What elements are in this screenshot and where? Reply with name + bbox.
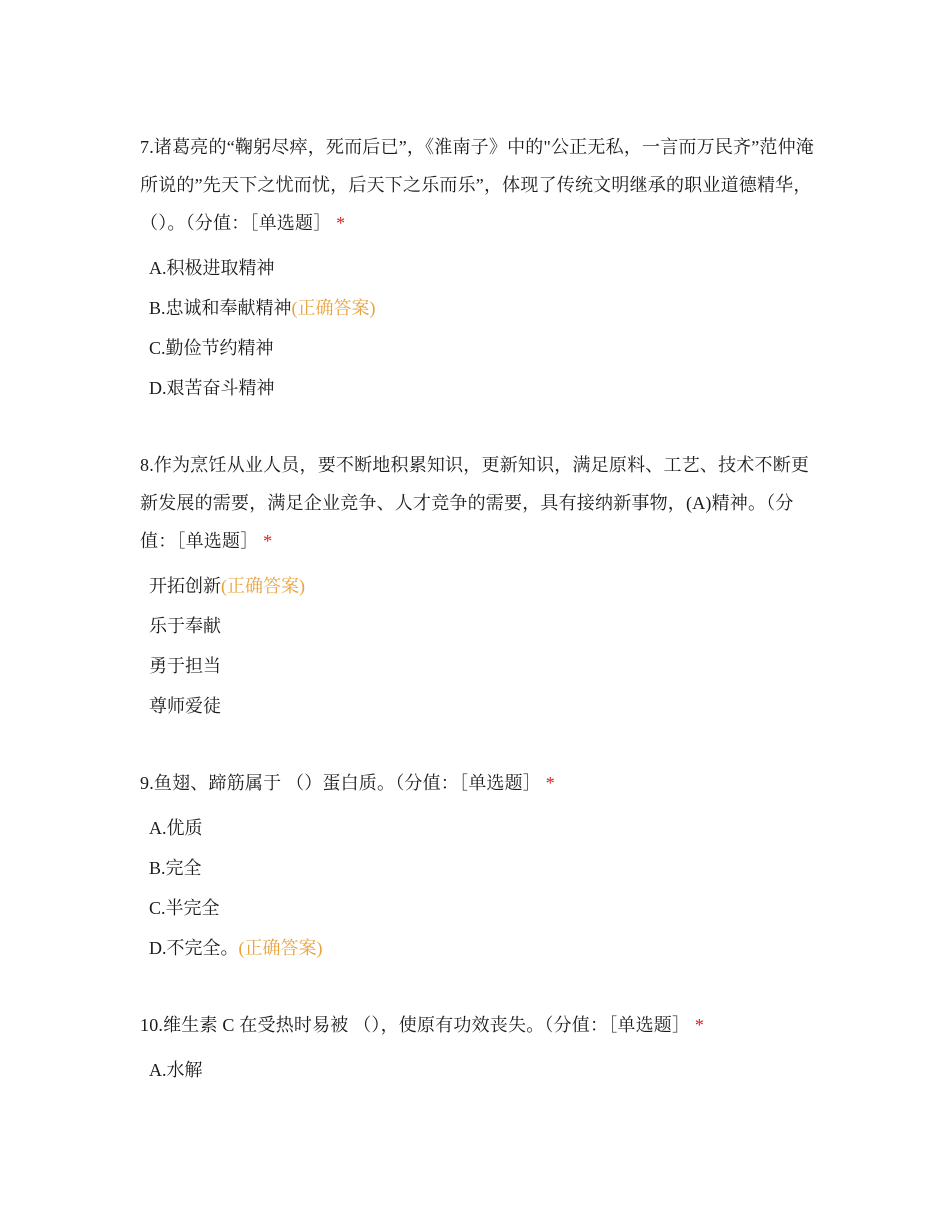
option-3[interactable]: 勇于担当 [149, 656, 221, 676]
option-c[interactable]: C.勤俭节约精神 [149, 338, 274, 358]
question-text: 8.作为烹饪从业人员，要不断地积累知识，更新知识，满足原料、工艺、技术不断更新发展的需要，满足企业竞争、人才竞争的需要，具有接纳新事物，(A)精神。（分值：［单选题］ * [140, 455, 810, 551]
correct-answer-tag: (正确答案) [238, 938, 323, 958]
question-8 [140, 446, 820, 726]
question-7 [140, 128, 820, 408]
option-list [140, 808, 820, 968]
option-a[interactable]: A.优质 [149, 818, 203, 838]
option-b[interactable]: B.完全 [149, 858, 202, 878]
required-marker: * [545, 773, 555, 793]
question-text: 9.鱼翅、蹄筋属于 （）蛋白质。（分值：［单选题］ * [140, 773, 555, 793]
correct-answer-tag: (正确答案) [291, 298, 376, 318]
option-list [140, 566, 820, 726]
option-list [140, 248, 820, 408]
option-list [140, 1050, 820, 1090]
option-1[interactable]: 开拓创新(正确答案) [149, 576, 305, 596]
option-2[interactable]: 乐于奉献 [149, 616, 221, 636]
required-marker: * [336, 213, 346, 233]
correct-answer-tag: (正确答案) [221, 576, 305, 596]
option-a[interactable]: A.积极进取精神 [149, 258, 275, 278]
required-marker: * [263, 531, 273, 551]
option-d[interactable]: D.不完全。(正确答案) [149, 938, 323, 958]
question-text: 7.诸葛亮的“鞠躬尽瘁，死而后已”，《淮南子》中的"公正无私，一言而万民齐”范仲淹所说的”先天下之忧而忧，后天下之乐而乐”，体现了传统文明继承的职业道德精华，（）。（分值：［单选题］ * [140, 137, 815, 233]
required-marker: * [694, 1015, 705, 1035]
question-10 [140, 1006, 820, 1090]
option-b[interactable]: B.忠诚和奉献精神(正确答案) [149, 298, 376, 318]
option-4[interactable]: 尊师爱徒 [149, 696, 221, 716]
question-text: 10.维生素 C 在受热时易被 （），使原有功效丧失。（分值：［单选题］ * [140, 1015, 705, 1035]
question-9 [140, 764, 820, 968]
option-d[interactable]: D.艰苦奋斗精神 [149, 378, 275, 398]
option-c[interactable]: C.半完全 [149, 898, 220, 918]
option-a[interactable]: A.水解 [149, 1060, 203, 1080]
